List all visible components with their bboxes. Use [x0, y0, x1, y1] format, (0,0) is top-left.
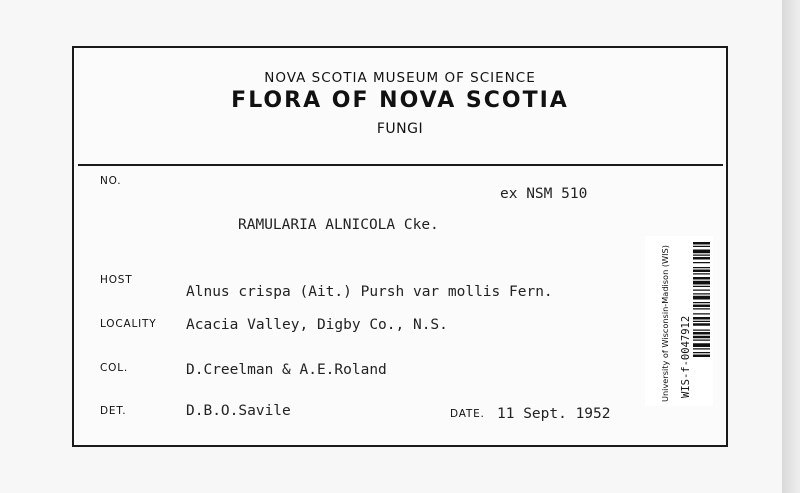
no-label: NO.: [100, 175, 122, 187]
determiner-label: DET.: [100, 405, 127, 417]
host-label: HOST: [100, 274, 133, 286]
barcode-institution: University of Wisconsin-Madison (WIS): [660, 245, 670, 402]
barcode-stripe: [693, 277, 710, 280]
barcode-stripe: [693, 330, 710, 331]
barcode-stripe: [693, 286, 710, 287]
barcode-stripe: [693, 255, 710, 256]
collector-label: COL.: [100, 362, 128, 374]
barcode-sticker: [645, 236, 713, 406]
museum-name: NOVA SCOTIA MUSEUM OF SCIENCE: [264, 70, 536, 86]
barcode-stripe: [693, 321, 710, 322]
barcode-stripe: [693, 296, 710, 300]
barcode-stripe: [693, 340, 710, 341]
flora-title: FLORA OF NOVA SCOTIA: [231, 88, 569, 113]
barcode-code: WIS-f-0047912: [680, 315, 692, 398]
barcode-graphic: [645, 236, 713, 406]
barcode-stripe: [693, 242, 710, 245]
group-name: FUNGI: [376, 121, 424, 137]
barcode-stripe: [693, 246, 710, 247]
barcode-stripe: [693, 273, 710, 274]
barcode-stripe: [693, 313, 710, 314]
collector-value: D.Creelman & A.E.Roland: [186, 362, 387, 378]
barcode-stripe: [693, 262, 710, 263]
barcode-stripe: [693, 352, 710, 353]
taxon-name: RAMULARIA ALNICOLA Cke.: [238, 217, 439, 233]
determiner-value: D.B.O.Savile: [186, 403, 291, 419]
barcode-stripe: [693, 343, 710, 347]
sheet-edge: [782, 0, 800, 493]
locality-label: LOCALITY: [100, 318, 157, 330]
locality-value: Acacia Valley, Digby Co., N.S.: [186, 317, 448, 333]
barcode-stripe: [693, 290, 710, 291]
host-value: Alnus crispa (Ait.) Pursh var mollis Fern.: [186, 284, 553, 300]
barcode-stripe: [693, 332, 710, 335]
header-divider: [78, 164, 723, 166]
barcode-stripe: [693, 336, 710, 339]
ex-number: ex NSM 510: [500, 186, 588, 202]
date-value: 11 Sept. 1952: [497, 406, 611, 422]
barcode-stripe: [693, 281, 710, 285]
barcode-stripe: [693, 267, 710, 268]
barcode-stripe: [693, 305, 710, 308]
barcode-stripe: [693, 257, 710, 260]
barcode-stripe: [693, 250, 710, 254]
barcode-stripe: [693, 348, 710, 349]
barcode-bars: [693, 242, 710, 357]
barcode-stripe: [693, 355, 710, 358]
barcode-stripe: [693, 293, 710, 294]
barcode-stripe: [693, 323, 710, 326]
date-label: DATE.: [450, 408, 485, 420]
barcode-stripe: [693, 308, 710, 309]
barcode-stripe: [693, 270, 710, 273]
barcode-stripe: [693, 302, 710, 303]
barcode-stripe: [693, 317, 710, 320]
